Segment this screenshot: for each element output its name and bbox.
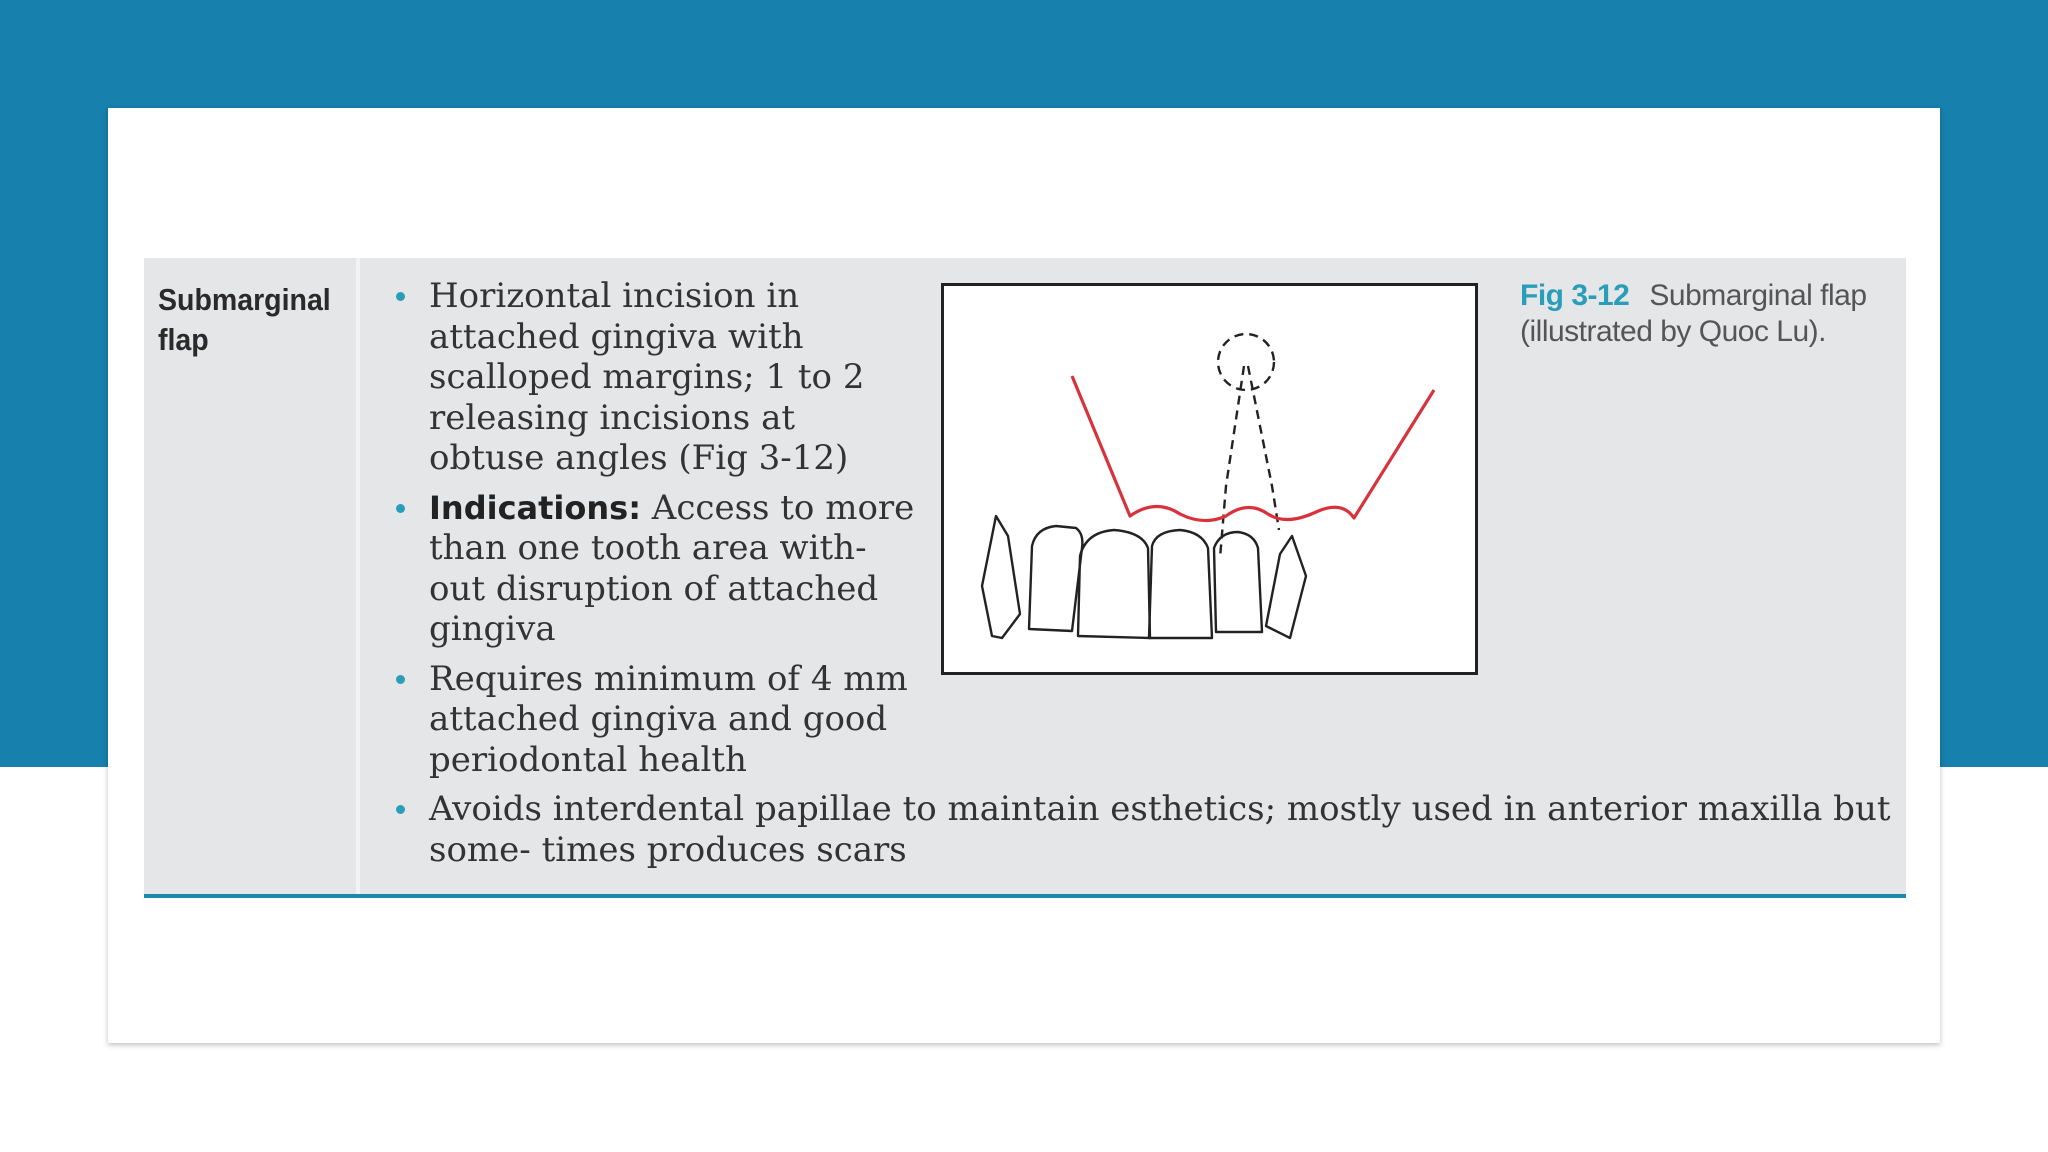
bullet-icon: [396, 675, 405, 684]
term-label: Submarginal flap: [158, 282, 331, 357]
list-item: [394, 276, 919, 479]
bullet-text: Requires minimum of 4 mm attached gingiva and good periodontal health: [429, 658, 908, 780]
flap-table: [144, 258, 1906, 898]
tooth-lateral-right: [1029, 526, 1082, 631]
bullet-icon: [396, 292, 405, 301]
submarginal-flap-diagram: [944, 286, 1475, 672]
term-column: [144, 258, 360, 894]
bullet-text: Avoids interdental papillae to maintain esthetics; mostly used in anterior maxilla but some- times produces scars: [429, 789, 1891, 870]
apex-circle: [1218, 334, 1274, 390]
figure-caption: [1520, 278, 1900, 350]
bullet-text: Access to more than one tooth area with- out disruption of attached gingiva: [429, 487, 915, 649]
bullet-text: Horizontal incision in attached gingiva with scalloped margins; 1 to 2 releasing incisions at obtuse angles (Fig 3-12): [429, 276, 865, 478]
tooth-central-left: [1149, 530, 1212, 638]
incision-line: [1072, 376, 1434, 521]
tooth-central-right: [1078, 530, 1150, 638]
figure-label: Fig 3-12: [1520, 279, 1630, 312]
bullet-bold-label: Indications:: [429, 488, 641, 527]
list-item: [394, 659, 919, 781]
figure-illustration: [941, 283, 1478, 675]
list-item: [394, 488, 919, 650]
dashed-line-left: [1220, 366, 1244, 558]
bullet-icon: [396, 805, 405, 814]
tooth-canine-right: [982, 516, 1020, 638]
list-item: [394, 789, 1894, 870]
tooth-canine-left: [1266, 536, 1306, 638]
bullet-icon: [396, 504, 405, 513]
caption-text: Submarginal flap (illustrated by Quoc Lu).: [1520, 279, 1867, 348]
dashed-line-right: [1248, 366, 1279, 530]
